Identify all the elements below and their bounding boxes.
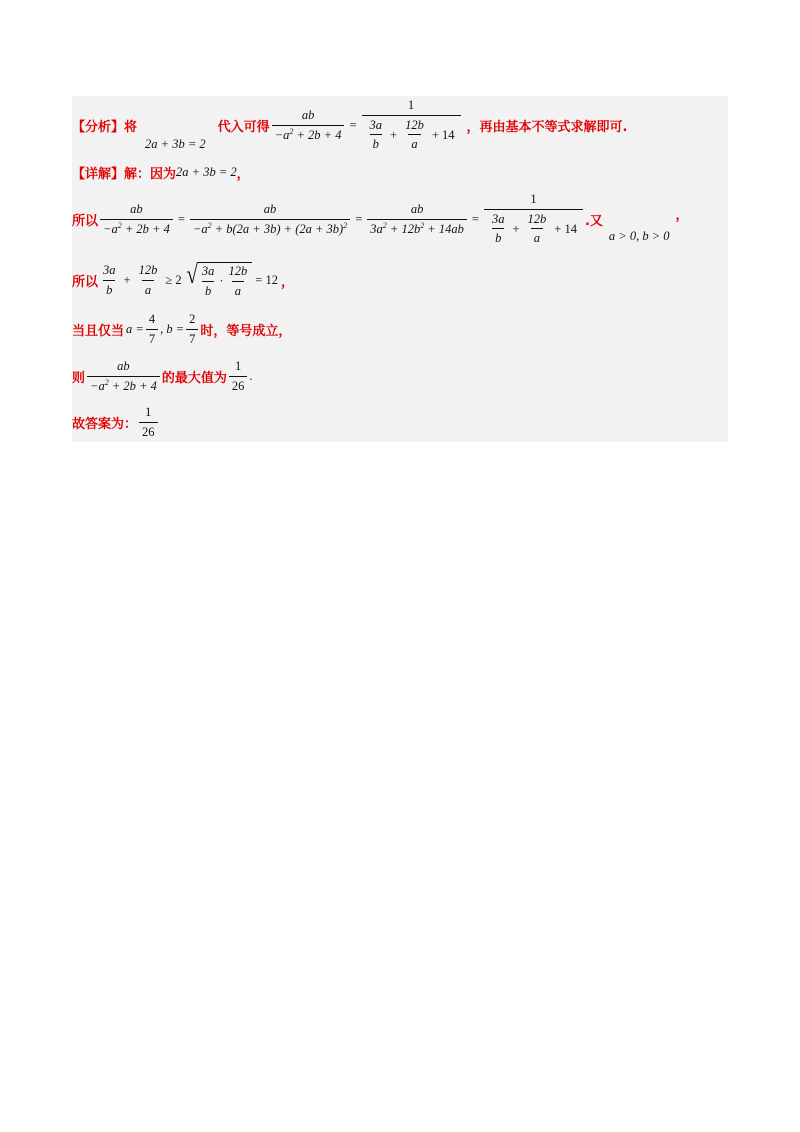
detail-condition: 2a + 3b = 2 — [176, 164, 237, 179]
conclusion-mid: 的最大值为 — [161, 370, 227, 386]
equality-suffix: 时，等号成立， — [200, 323, 292, 339]
conclusion-period: . — [249, 368, 253, 383]
analysis-line: 【分析】将 2a + 3b = 2 代入可得 $\frac{ab}{-a^2 + 2b + 4}$ = 1 $\frac{3a}{b}$ + $\frac{12b}{a}$ + 14 ，再由基本不等式求解即可. — [72, 96, 627, 154]
target-fraction: $\frac{ab}{-a^2 + 2b + 4}$ — [272, 108, 345, 142]
chain-fraction-3: $\frac{ab}{3a^2 + 12b^2 + 14ab}$ — [367, 202, 467, 236]
b-value — [186, 312, 198, 346]
ineq-term-1: $\frac{3a}{b}$ — [103, 263, 116, 297]
inequality-line: 所以 $\frac{3a}{b}$ + $\frac{12b}{a}$ ≥ 2 √ $\frac{3a}{b}$ · $\frac{12b}{a}$ = 12 ， — [72, 260, 294, 298]
ineq-term-2: $\frac{12b}{a}$ — [138, 263, 158, 297]
analysis-tag: 【分析】将 — [72, 119, 138, 135]
analysis-condition: 2a + 3b = 2 — [145, 137, 206, 151]
max-value — [229, 359, 248, 393]
detail-comma: ， — [236, 166, 250, 182]
a-value — [146, 312, 158, 346]
positivity-comma: ， — [675, 208, 689, 223]
ineq-rhs: = 12 — [255, 272, 278, 287]
reciprocal-fraction: 1 $\frac{3a}{b}$ + $\frac{12b}{a}$ + 14 — [362, 98, 461, 151]
ineq-comma: ， — [280, 274, 294, 290]
chain-fraction-4: 1 $\frac{3a}{b}$ + $\frac{12b}{a}$ + 14 — [484, 192, 583, 245]
detail-tag: 【详解】解：因为 — [72, 166, 177, 182]
analysis-text-end: ，再由基本不等式求解即可. — [466, 119, 628, 135]
conclusion-expression: $\frac{ab}{-a^2 + 2b + 4}$ — [87, 359, 160, 393]
conclusion-line — [72, 354, 252, 398]
you-label: .又 — [584, 213, 603, 229]
chain-fraction-2: $\frac{ab}{-a^2 + b(2a + 3b) + (2a + 3b)^2}$ — [190, 202, 350, 236]
equality-prefix: 当且仅当 — [72, 323, 125, 339]
chain-fraction-1: $\frac{ab}{-a^2 + 2b + 4}$ — [100, 202, 173, 236]
max-value-den: 26 — [229, 376, 248, 393]
suoyi-label: 所以 — [72, 213, 99, 229]
a-value-num: 4 — [148, 312, 156, 327]
analysis-text-mid: 代入可得 — [217, 119, 270, 135]
equality-chain-line: 所以 $\frac{ab}{-a^2 + 2b + 4}$ = $\frac{ab}{-a^2 + b(2a + 3b) + (2a + 3b)^2}$ = $\frac{ab}{3a^2 + 12b^2 + 14ab}$ = 1 $\frac{3a}{b}$ + $\frac{12b}{a}$ + 14 .又 a > 0, b > 0 ， — [72, 190, 689, 248]
positivity-condition: a > 0, b > 0 — [608, 229, 670, 243]
sqrt-product: √ $\frac{3a}{b}$ · $\frac{12b}{a}$ — [185, 262, 253, 298]
detail-line — [72, 160, 250, 184]
answer-prefix: 故答案为： — [72, 416, 138, 432]
equality-condition-line: 当且仅当 a = $\frac{4}{7}$ , b = $\frac{2}{7}$ 时，等号成立， — [72, 312, 292, 346]
a-value-den: 7 — [146, 329, 158, 346]
suoyi-label-2: 所以 — [72, 274, 99, 290]
b-value-den: 7 — [186, 329, 198, 346]
answer-value — [139, 405, 158, 439]
answer-line — [72, 402, 160, 442]
conclusion-prefix: 则 — [72, 370, 86, 386]
answer-num: 1 — [145, 405, 152, 420]
answer-den: 26 — [139, 422, 158, 439]
max-value-num: 1 — [234, 359, 242, 374]
b-value-num: 2 — [189, 312, 196, 327]
